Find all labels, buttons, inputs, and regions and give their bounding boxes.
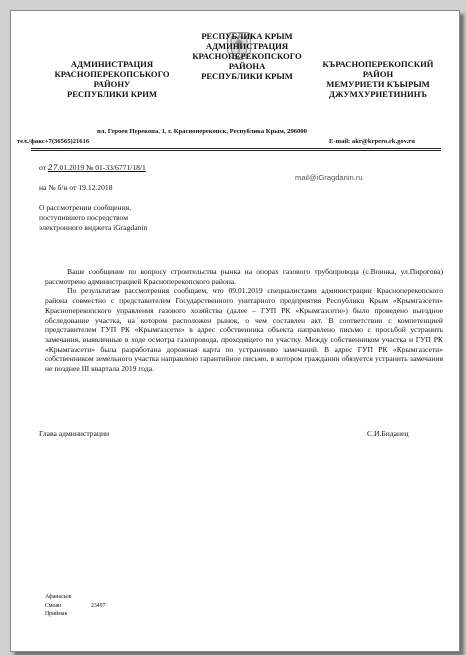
header-right-line: КЪРАСНОПЕРЕКОПСКИЙ xyxy=(322,59,434,69)
header-center-line: РАЙОНА xyxy=(228,61,266,71)
incoming-reference: на № б/н от 19.12.2018 xyxy=(39,183,113,192)
outgoing-date-handwritten: 27 xyxy=(47,163,58,172)
header-left-block xyxy=(51,59,173,99)
header-right-block xyxy=(315,59,441,99)
subject-line: О рассмотрении сообщения, xyxy=(39,203,132,212)
outgoing-prefix: от xyxy=(39,163,47,172)
recipient-email: mail@iGragdanin.ru xyxy=(295,173,363,182)
footer-executor: Афанасьев xyxy=(45,594,72,600)
letter-body xyxy=(45,267,443,374)
header-center-line: АДМИНИСТРАЦИЯ xyxy=(205,41,289,51)
header-center-block xyxy=(183,31,311,81)
subject-line: электронного виджета iGragdanin xyxy=(39,223,148,232)
header-right-line: ДЖУМХУРИЕТИНИНЪ xyxy=(329,89,427,99)
body-paragraph: По результатам рассмотрения сообщаем, что 09.01.2019 специалистами администрации Красноперекопского района совместно с представителем Государственного унитарного предприятия Республики Крым «Крымгазсети» Красноперекопского управления газового хозяйства (далее – ГУП РК «Крымгазсети») было проведено выездное обследование участка, на котором расположен рынок, о чем составлен акт. В соответствии с компетенцией представителем ГУП РК «Крымгазсети» в адрес собственника объекта направлено письмо с просьбой устранить замечания, выявленные в ходе осмотра газопровода, проходящего по участку. Между собственником участка и ГУП РК «Крымгазсети» была разработана дорожная карта по устранению замечаний. В адрес ГУП РК «Крымгазсети» собственником земельного участка направлено гарантийное письмо, в котором гражданин обязуется устранить замечания не позднее III квартала 2019 года. xyxy=(45,286,443,374)
phone-fax: тел./факс+7(36565)21616 xyxy=(17,138,90,145)
subject-block xyxy=(39,203,147,233)
footer-phone: 23497 xyxy=(91,603,106,609)
header-rule xyxy=(31,148,441,149)
footer-line-2: Смоян xyxy=(45,603,62,609)
header-center-line: РЕСПУБЛИКИ КРЫМ xyxy=(201,71,293,81)
signature-name: С.И.Биданец xyxy=(367,429,409,438)
signature-title: Глава администрации xyxy=(39,429,110,438)
address-line: пл. Героев Перекопа, 1, г. Красноперекопск, Республика Крым, 296000 xyxy=(97,128,307,135)
footer-line-3: Приймак xyxy=(45,611,68,617)
header-left-line: РАЙОНУ xyxy=(93,79,131,89)
header-right-line: РАЙОН xyxy=(362,69,394,79)
header-left-line: КРАСНОПЕРЕКОПСЬКОГО xyxy=(54,69,170,79)
letter-page xyxy=(10,10,460,652)
header-center-line: РЕСПУБЛИКА КРЫМ xyxy=(201,31,293,41)
header-right-line: МЕМУРИЕТИ КЪЫРЫМ xyxy=(326,79,430,89)
header-left-line: РЕСПУБЛИКИ КРИМ xyxy=(66,89,158,99)
header-rule-second xyxy=(31,150,441,151)
outgoing-reference xyxy=(39,163,146,172)
header-center-line: КРАСНОПЕРЕКОПСКОГО xyxy=(192,51,302,61)
header-left-line: АДМИНИСТРАЦИЯ xyxy=(70,59,154,69)
subject-line: поступившего посредством xyxy=(39,213,129,222)
body-paragraph: Ваше сообщение по вопросу строительства рынка на опорах газового трубопровода (с.Воинка, ул.Пирогова) рассмотрено администрацией Красноперекопского района. xyxy=(45,267,443,286)
outgoing-number: .01.2019 № 01-33/6771/18/1 xyxy=(57,163,146,172)
email-contact: E-mail: akr@krpero.rk.gov.ru xyxy=(329,138,415,145)
